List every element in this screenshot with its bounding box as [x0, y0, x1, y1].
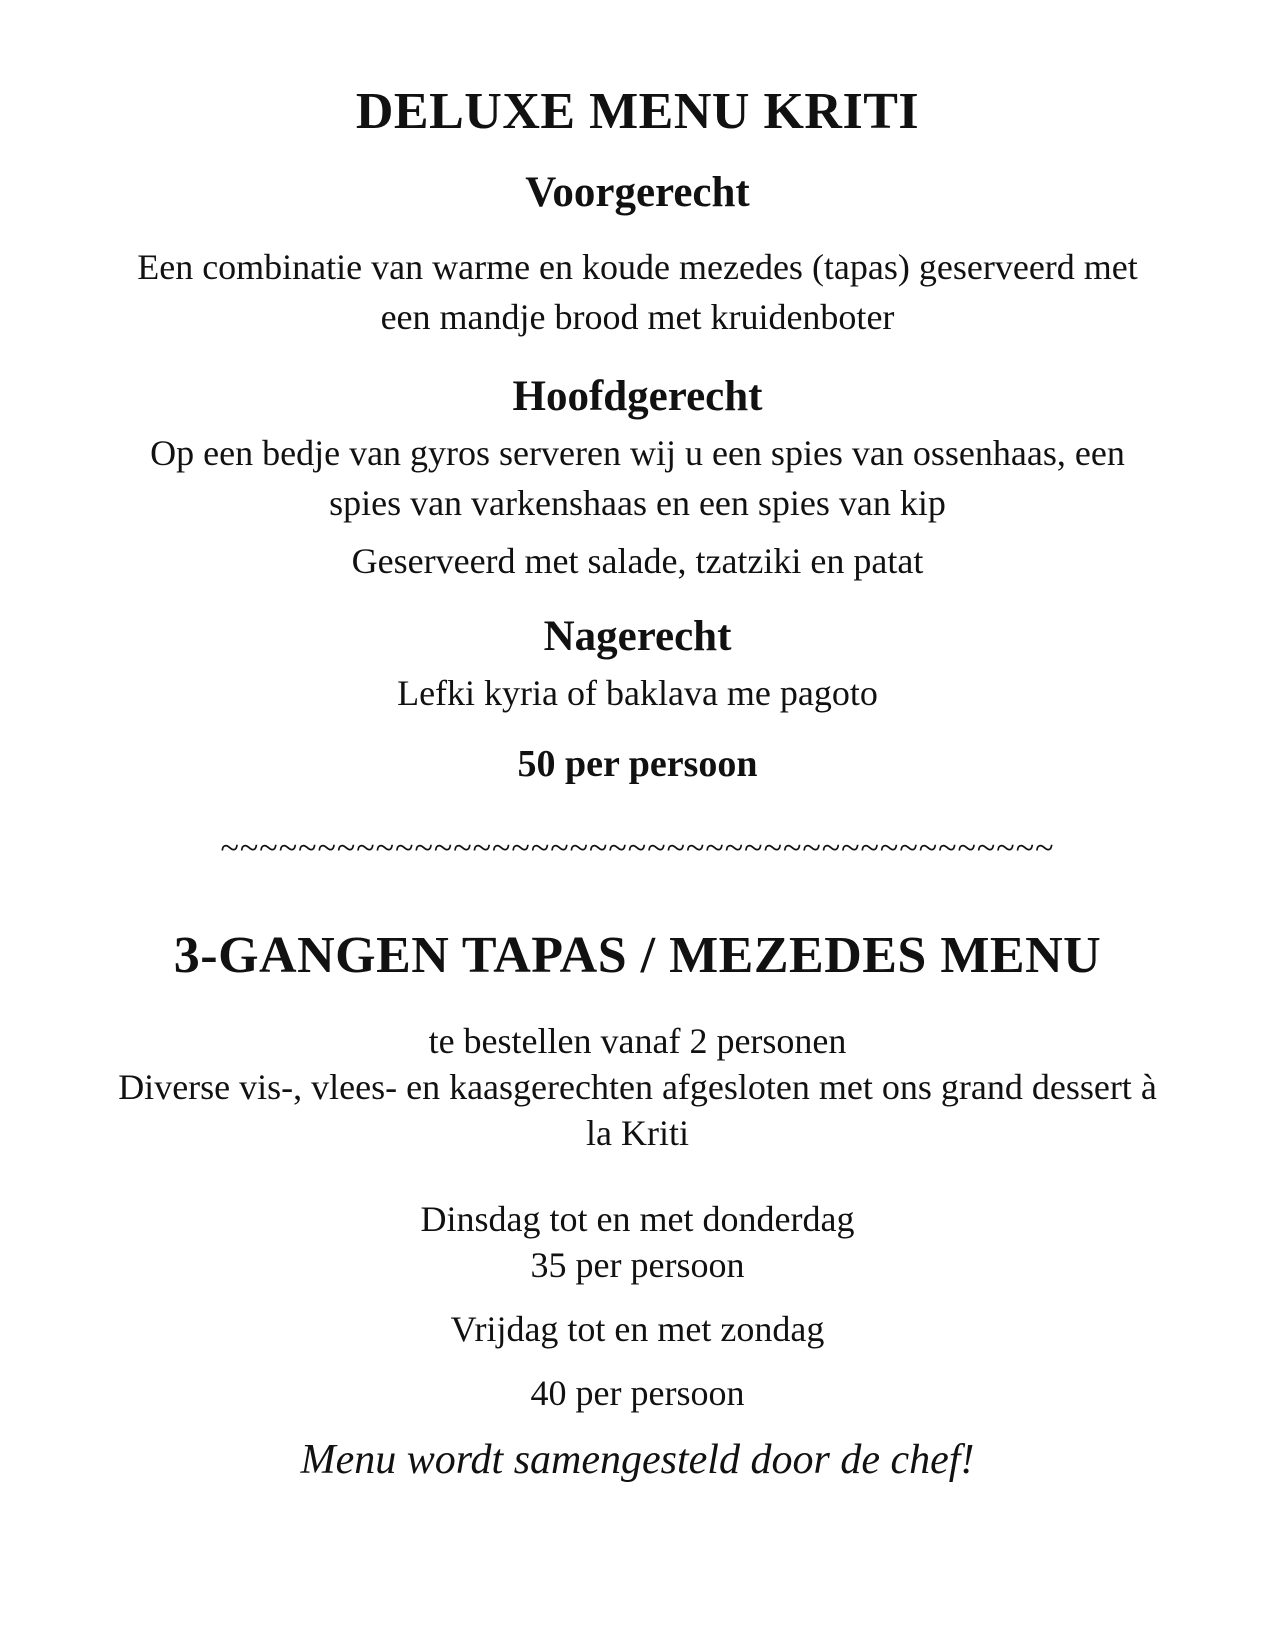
voorgerecht-heading: Voorgerecht [525, 169, 750, 216]
weekend-price: 40 per persoon [530, 1373, 745, 1413]
hoofdgerecht-description-line-1: Op een bedje van gyros serveren wij u een spies van ossenhaas, een [150, 433, 1125, 473]
nagerecht-description: Lefki kyria of baklava me pagoto [397, 673, 878, 713]
weekend-label: Vrijdag tot en met zondag [450, 1309, 825, 1349]
section-divider: ~~~~~~~~~~~~~~~~~~~~~~~~~~~~~~~~~~~~~~~~~~~ [220, 830, 1055, 867]
hoofdgerecht-heading: Hoofdgerecht [512, 373, 763, 420]
tapas-description-line-2: la Kriti [586, 1113, 689, 1153]
tapas-order-note: te bestellen vanaf 2 personen [428, 1021, 847, 1061]
hoofdgerecht-description-line-2: spies van varkenshaas en een spies van kip [329, 483, 946, 523]
nagerecht-heading: Nagerecht [543, 613, 732, 660]
deluxe-menu-title: DELUXE MENU KRITI [355, 83, 920, 140]
voorgerecht-description-line-2: een mandje brood met kruidenboter [380, 297, 895, 337]
deluxe-menu-price: 50 per persoon [517, 743, 758, 785]
weekday-price: 35 per persoon [530, 1245, 745, 1285]
voorgerecht-description-line-1: Een combinatie van warme en koude mezedes (tapas) geserveerd met [137, 247, 1138, 287]
weekday-label: Dinsdag tot en met donderdag [420, 1199, 855, 1239]
tapas-menu-title: 3-GANGEN TAPAS / MEZEDES MENU [173, 927, 1102, 984]
tapas-description-line-1: Diverse vis-, vlees- en kaasgerechten afgesloten met ons grand dessert à [118, 1067, 1157, 1107]
chef-note: Menu wordt samengesteld door de chef! [300, 1437, 975, 1483]
hoofdgerecht-description-line-3: Geserveerd met salade, tzatziki en patat [351, 541, 924, 581]
